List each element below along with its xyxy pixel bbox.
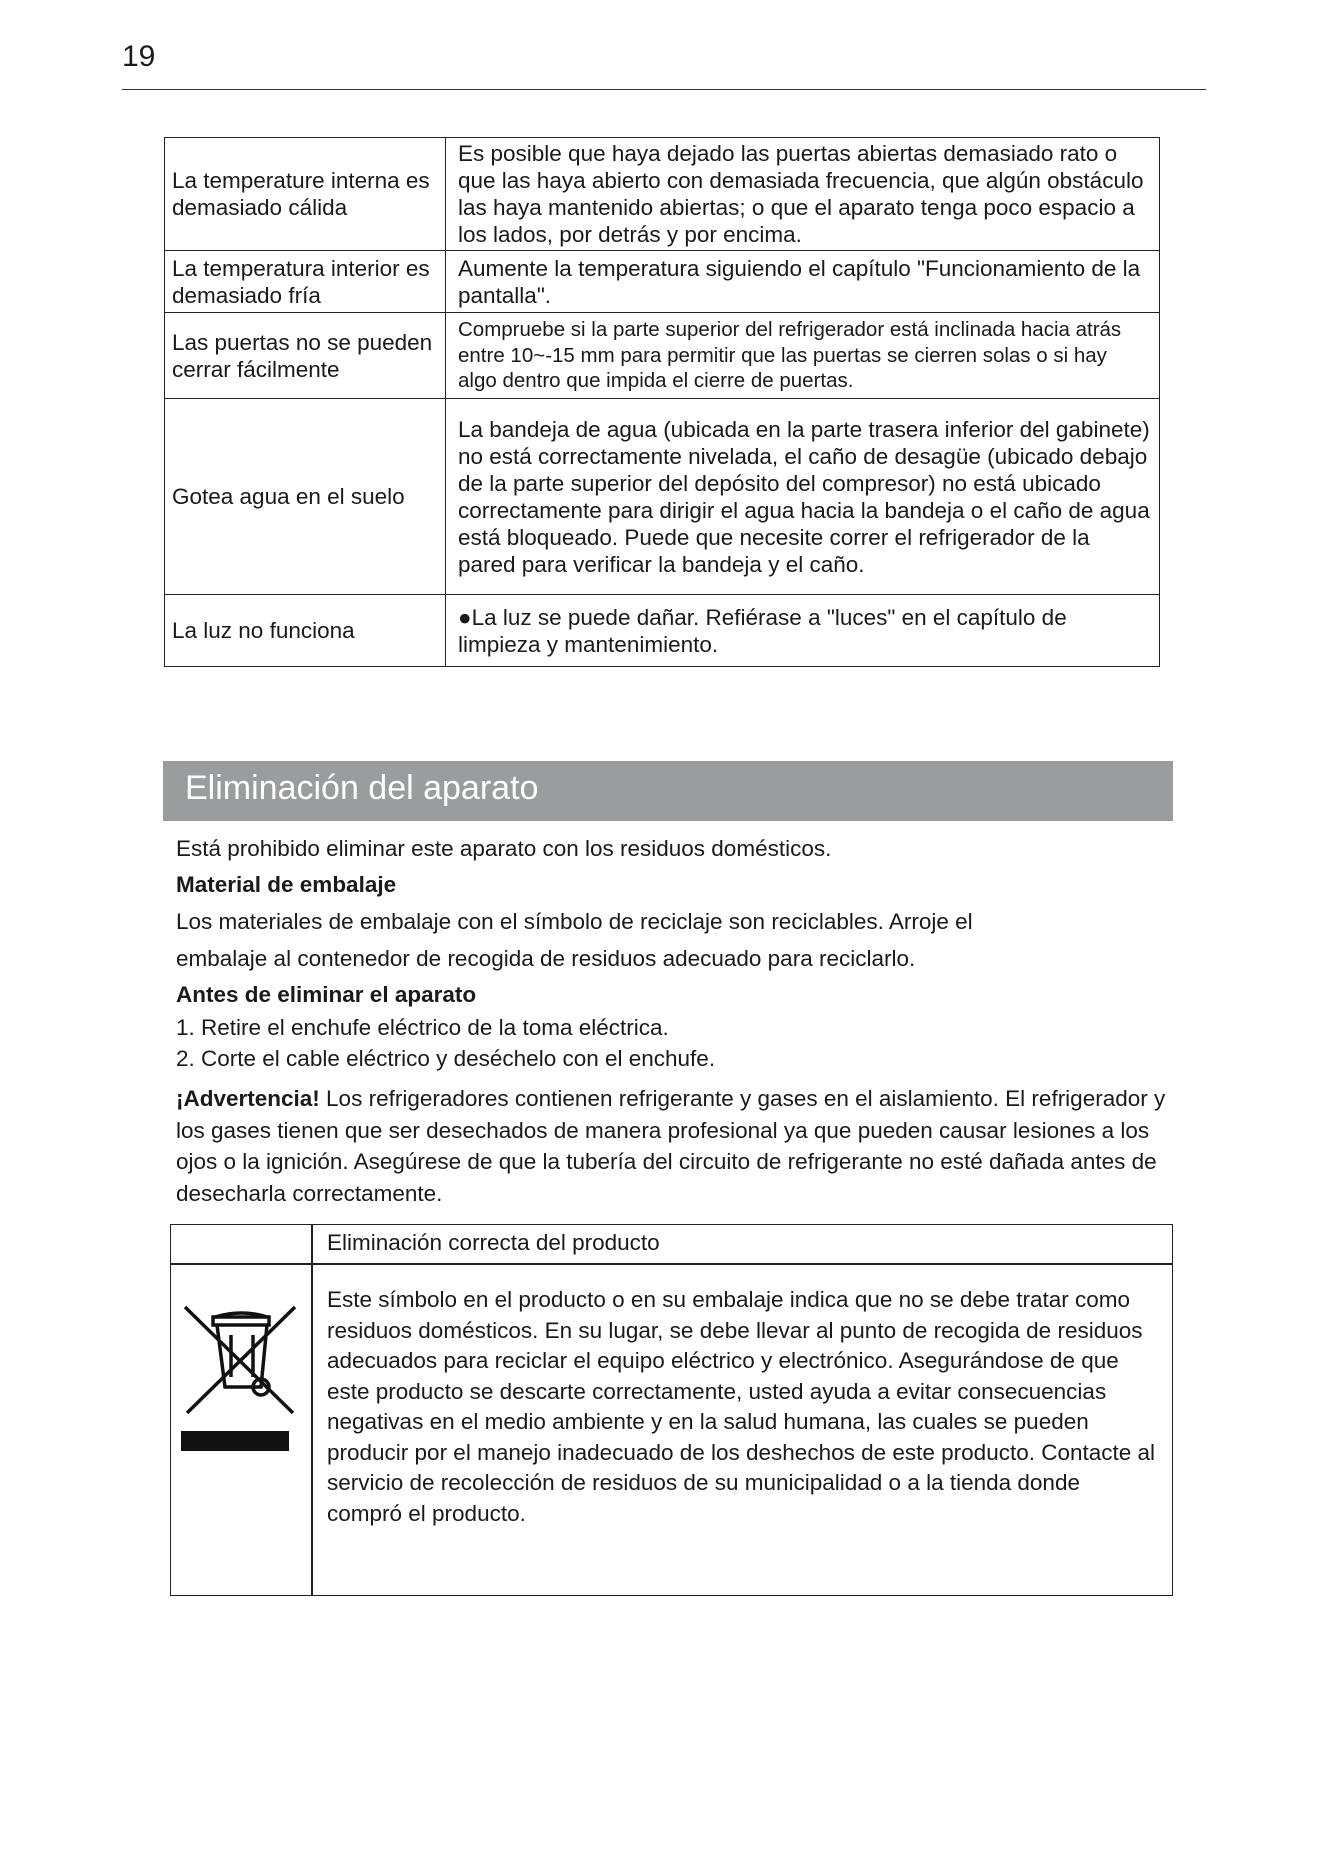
cause-cell: Compruebe si la parte superior del refrigerador está inclinada hacia atrás entre 10~-15 mm para permitir que las puertas se cierren solas o si hay algo dentro que impida el cierre de puertas. (446, 313, 1160, 399)
disposal-heading: Eliminación correcta del producto (327, 1230, 660, 1255)
cause-cell: Es posible que haya dejado las puertas abiertas demasiado rato o que las haya abierto con demasiada frecuencia, que algún obstáculo las haya mantenido abiertas; o que el aparato tenga poco espacio a los lados, por detrás y por encima. (446, 138, 1160, 251)
cause-cell: La bandeja de agua (ubicada en la parte trasera inferior del gabinete) no está correctamente nivelada, el caño de desagüe (ubicado debajo de la parte superior del depósito del compresor) no está ubicado correctamente para dirigir el agua hacia la bandeja o el caño de agua está bloqueado. Puede que necesite correr el refrigerador de la pared para verificar la bandeja y el caño. (446, 399, 1160, 595)
step-2: 2. Corte el cable eléctrico y deséchelo con el enchufe. (176, 1046, 716, 1071)
table-row (165, 595, 1160, 667)
before-disposal-heading: Antes de eliminar el aparato (176, 982, 477, 1007)
table-row (165, 251, 1160, 313)
table-divider (171, 1263, 1172, 1265)
problem-cell: Las puertas no se pueden cerrar fácilmente (165, 313, 446, 399)
warning-text: Los refrigeradores contienen refrigerante y gases en el aislamiento. El refrigerador y los gases tienen que ser desechados de manera profesional ya que pueden causar lesiones a los ojos o la ignición. Asegúrese de que la tubería del circuito de refrigerante no esté dañada antes de desecharla correctamente. (176, 1086, 1166, 1206)
packaging-heading: Material de embalaje (176, 872, 397, 897)
disposal-text: Este símbolo en el producto o en su embalaje indica que no se debe tratar como residuos domésticos. En su lugar, se debe llevar al punto de recogida de residuos adecuados para reciclar el equipo eléctrico y electrónico. Asegurándose de que este producto se descarte correctamente, usted ayuda a evitar consecuencias negativas en el medio ambiente y en la salud humana, las cuales se pueden producir por el manejo inadecuado de los deshechos de este producto. Contacte al servicio de recolección de residuos de su municipalidad o a la tienda donde compró el producto. (327, 1287, 1156, 1526)
section-title: Eliminación del aparato (185, 769, 539, 807)
problem-cell: La luz no funciona (165, 595, 446, 667)
table-row (165, 399, 1160, 595)
table-row (165, 313, 1160, 399)
troubleshooting-table (164, 137, 1160, 667)
section-banner (163, 761, 1173, 821)
packaging-text-line-1: Los materiales de embalaje con el símbolo de reciclaje son reciclables. Arroje el (176, 909, 973, 934)
intro-text: Está prohibido eliminar este aparato con los residuos domésticos. (176, 836, 832, 861)
cause-cell: Aumente la temperatura siguiendo el capítulo "Funcionamiento de la pantalla". (446, 251, 1160, 313)
problem-cell: Gotea agua en el suelo (165, 399, 446, 595)
table-divider (311, 1225, 313, 1595)
problem-cell: La temperatura interior es demasiado fría (165, 251, 446, 313)
disposal-table (170, 1224, 1173, 1596)
step-1: 1. Retire el enchufe eléctrico de la toma eléctrica. (176, 1015, 669, 1040)
header-rule (122, 89, 1206, 90)
problem-cell: La temperature interna es demasiado cálida (165, 138, 446, 251)
crossed-out-wheelie-bin-icon (181, 1301, 303, 1451)
cause-cell: ●La luz se puede dañar. Refiérase a "luces" en el capítulo de limpieza y mantenimiento. (446, 595, 1160, 667)
warning-paragraph (176, 1083, 1186, 1209)
table-row (165, 138, 1160, 251)
warning-label: ¡Advertencia! (176, 1086, 320, 1111)
packaging-text-line-2: embalaje al contenedor de recogida de residuos adecuado para reciclarlo. (176, 946, 916, 971)
page-number: 19 (122, 40, 156, 73)
